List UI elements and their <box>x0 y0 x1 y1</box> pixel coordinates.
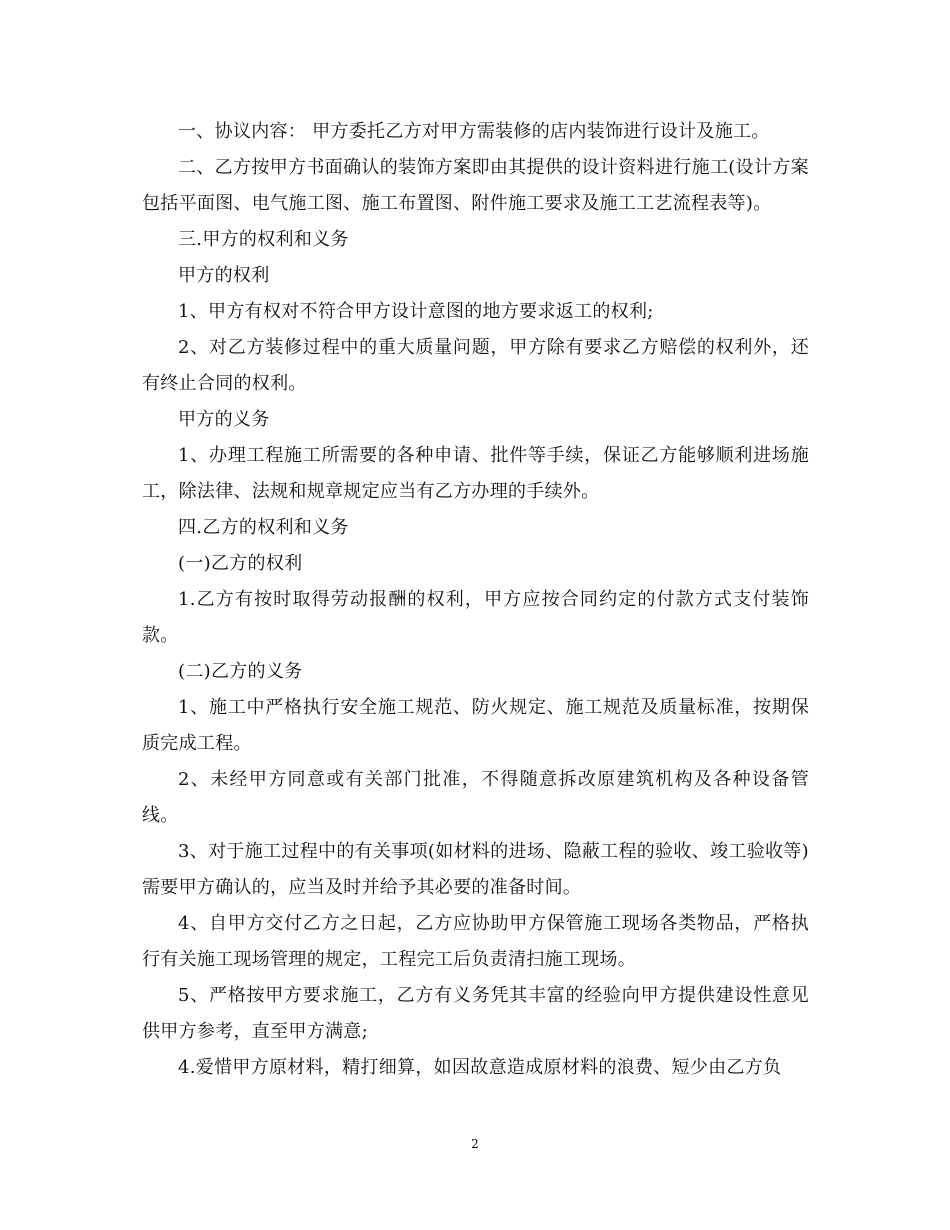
heading-party-a-rights: 甲方的权利 <box>178 265 270 286</box>
paragraph-party-a-right-2: 2、对乙方装修过程中的重大质量问题，甲方除有要求乙方赔偿的权利外，还有终止合同的权利。 <box>142 337 809 394</box>
paragraph-party-b-obligation-5: 5、严格按甲方要求施工，乙方有义务凭其丰富的经验向甲方提供建设性意见供甲方参考，直至甲方满意; <box>142 985 809 1042</box>
paragraph-party-b-obligation-1: 1、施工中严格执行安全施工规范、防火规定、施工规范及质量标准，按期保质完成工程。 <box>142 697 809 754</box>
paragraph-party-b-obligation-materials: 4.爱惜甲方原材料，精打细算，如因故意造成原材料的浪费、短少由乙方负 <box>178 1057 782 1078</box>
paragraph-construction-basis: 二、乙方按甲方书面确认的装饰方案即由其提供的设计资料进行施工(设计方案包括平面图、电气施工图、施工布置图、附件施工要求及施工工艺流程表等)。 <box>142 157 809 214</box>
heading-party-a-obligations: 甲方的义务 <box>178 409 270 430</box>
document-body <box>142 114 809 1086</box>
paragraph-party-b-obligation-2: 2、未经甲方同意或有关部门批准，不得随意拆改原建筑机构及各种设备管线。 <box>142 769 809 826</box>
paragraph-party-b-right-1: 1.乙方有按时取得劳动报酬的权利，甲方应按合同约定的付款方式支付装饰款。 <box>142 589 809 646</box>
heading-party-b-rights-obligations: 四.乙方的权利和义务 <box>178 517 349 538</box>
heading-party-b-obligations: (二)乙方的义务 <box>178 661 303 682</box>
paragraph-party-a-right-1: 1、甲方有权对不符合甲方设计意图的地方要求返工的权利; <box>178 301 654 322</box>
heading-party-b-rights: (一)乙方的权利 <box>178 553 303 574</box>
paragraph-party-b-obligation-3: 3、对于施工过程中的有关事项(如材料的进场、隐蔽工程的验收、竣工验收等)需要甲方确认的，应当及时并给予其必要的准备时间。 <box>142 841 809 898</box>
paragraph-agreement-content: 一、协议内容： 甲方委托乙方对甲方需装修的店内装饰进行设计及施工。 <box>178 121 770 142</box>
page-number: 2 <box>471 1137 479 1151</box>
heading-party-a-rights-obligations: 三.甲方的权利和义务 <box>178 229 349 250</box>
paragraph-party-b-obligation-4: 4、自甲方交付乙方之日起，乙方应协助甲方保管施工现场各类物品，严格执行有关施工现场管理的规定，工程完工后负责清扫施工现场。 <box>142 913 809 970</box>
paragraph-party-a-obligation-1: 1、办理工程施工所需要的各种申请、批件等手续，保证乙方能够顺利进场施工，除法律、法规和规章规定应当有乙方办理的手续外。 <box>142 445 809 502</box>
